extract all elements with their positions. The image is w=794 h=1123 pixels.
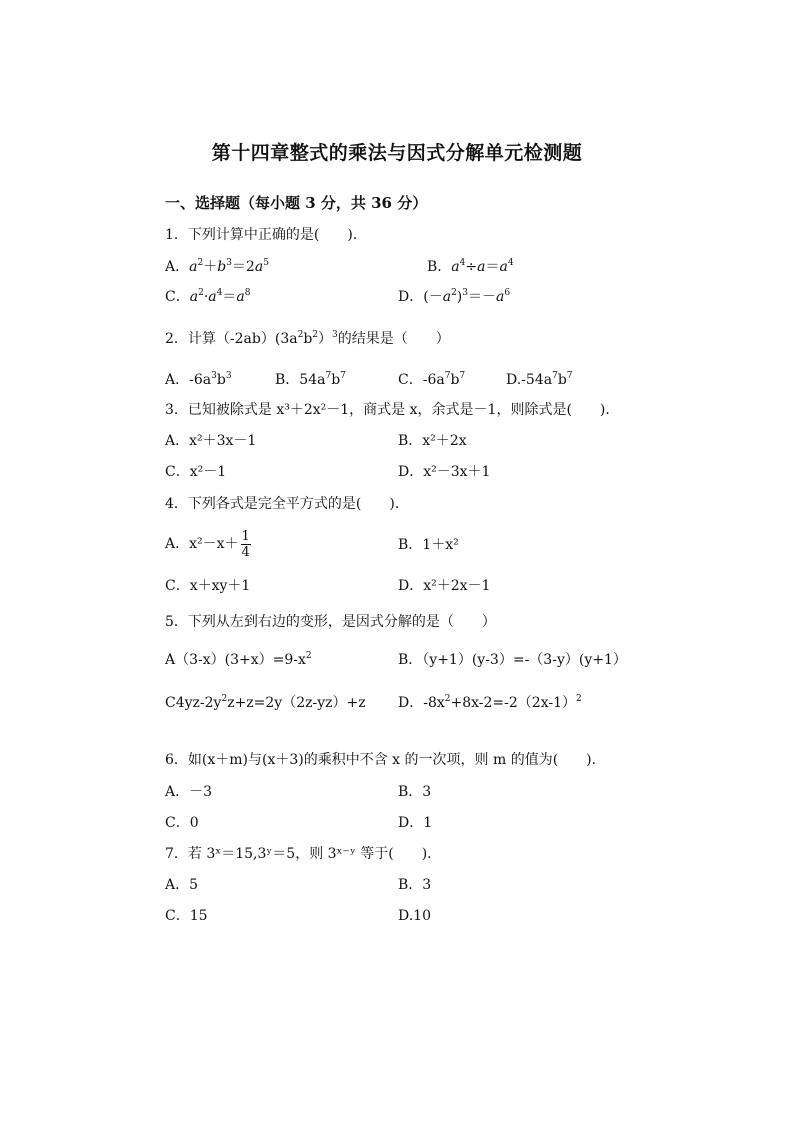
question-2-option-c: C．$-6a^7b^7$ [398, 371, 466, 388]
question-6-option-d: D．1 [398, 815, 433, 831]
question-4-option-b: B．1＋x² [398, 537, 459, 553]
question-6-option-a: A．－3 [165, 784, 213, 800]
question-7-stem: 7．若 3ˣ＝15,3ʸ＝5，则 3ˣ⁻ʸ 等于( )． [165, 846, 442, 862]
section-heading: 一、选择题（每小题 3 分，共 36 分） [165, 194, 428, 212]
question-3-option-a: A．x²＋3x－1 [165, 433, 257, 449]
question-5-option-c: $C4yz-2y^2z+z=2y(2z-yz)+z$ [165, 694, 366, 711]
question-6-option-b: B．3 [398, 784, 432, 800]
question-7-option-c: C．15 [165, 908, 208, 924]
question-2-option-b: B．$54a^7b^7$ [275, 371, 346, 388]
question-3-option-c: C．x²－1 [165, 464, 227, 480]
question-5-option-d: D．$-8x^2+8x-2=-2(2x-1)^2$ [398, 694, 582, 711]
question-5-stem: 5．下列从左到右边的变形，是因式分解的是（ ） [165, 614, 496, 630]
question-1-option-b: B．$a^4\div a=a^4$ [427, 258, 514, 275]
question-5-option-a: $A(3-x)(3+x)=9-x^2$ [165, 651, 312, 668]
question-6-option-c: C．0 [165, 815, 199, 831]
question-1-stem: 1．下列计算中正确的是( )． [165, 227, 367, 243]
question-3-option-b: B．x²＋2x [398, 433, 467, 449]
question-4-stem: 4．下列各式是完全平方式的是( )． [165, 496, 409, 512]
question-1-option-d: D．$(-a^2)^3=-a^6$ [398, 288, 511, 305]
question-2-option-a: A．$-6a^3b^3$ [165, 371, 232, 388]
fraction-one-quarter: $\frac{1}{4}$ [241, 528, 250, 560]
question-6-stem: 6．如(x＋m)与(x＋3)的乘积中不含 x 的一次项，则 m 的值为( )． [165, 752, 606, 768]
page-title: 第十四章整式的乘法与因式分解单元检测题 [211, 142, 583, 164]
question-7-option-b: B．3 [398, 877, 432, 893]
question-2-option-d: $D.-54a^7b^7$ [506, 371, 573, 388]
question-4-option-a: A．x²－x＋ $\frac{1}{4}$ [165, 528, 250, 560]
question-1-option-c: C．$a^2\cdot a^4=a^8$ [165, 288, 251, 305]
question-4-option-d: D．x²＋2x－1 [398, 578, 491, 594]
question-3-stem: 3．已知被除式是 x³＋2x²－1，商式是 x，余式是－1，则除式是( )． [165, 402, 620, 418]
question-7-option-a: A．5 [165, 877, 199, 893]
question-7-option-d: D.10 [398, 908, 431, 924]
question-2-stem: 2．计算$(-2ab)(3a^2b^2)^3$的结果是（ ） [165, 330, 450, 347]
question-5-option-b: B．（y+1）(y-3）=-（3-y）(y+1） [398, 652, 627, 668]
question-4-option-c: C．x＋xy＋1 [165, 578, 251, 594]
question-1-option-a: A．$a^2+b^3=2a^5$ [165, 258, 269, 275]
question-3-option-d: D．x²－3x＋1 [398, 464, 491, 480]
